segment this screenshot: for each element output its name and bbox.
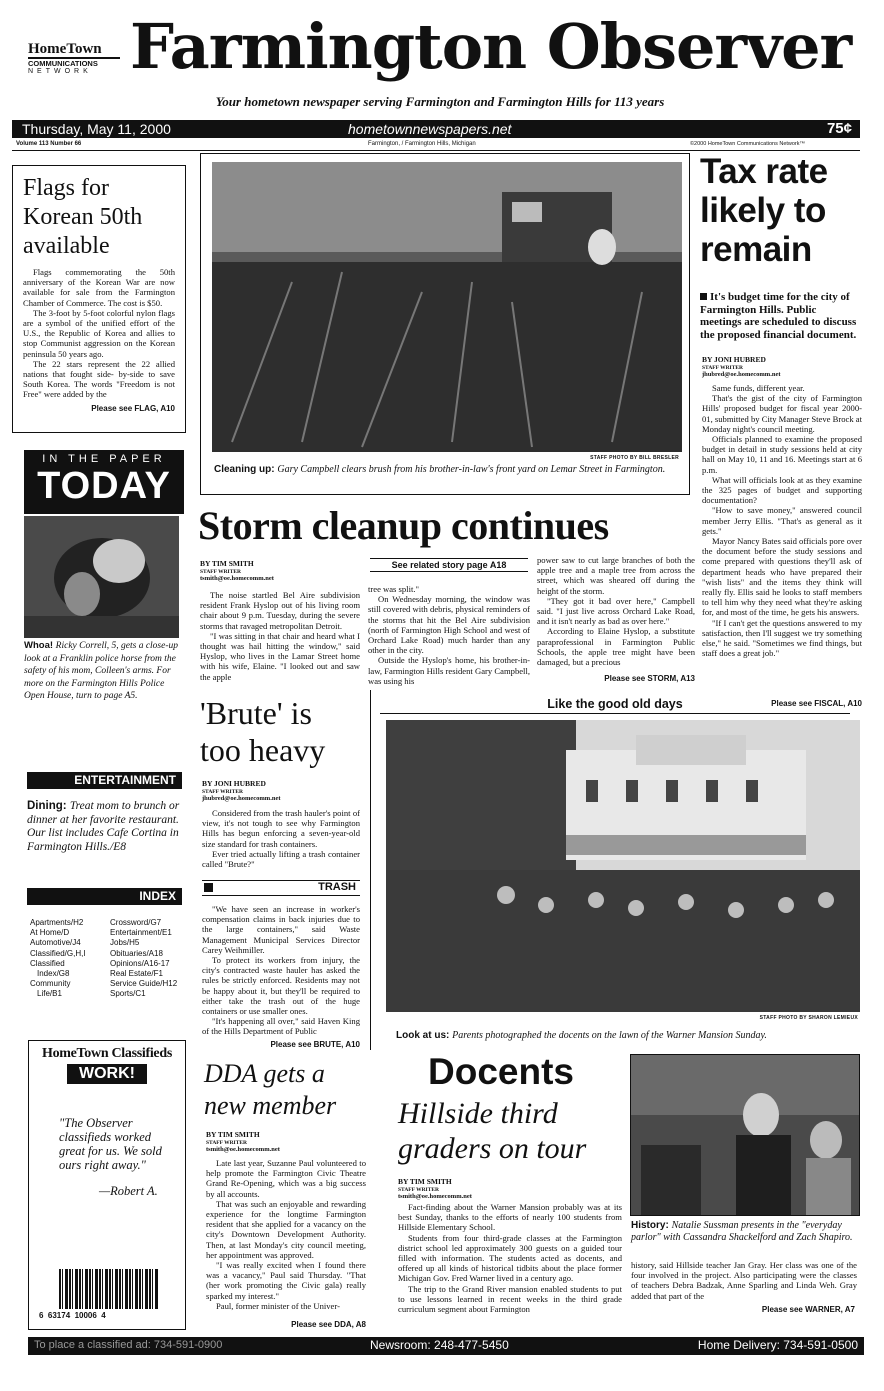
dda-paragraph: That was such an enjoyable and rewarding experience for the longtime Farmington resident that she applied for a vacancy on the city's Downtown Development Authority. Then, at last Monday's city council meeting, her appointment was approved. (206, 1198, 366, 1260)
masthead-title: Farmington Observer (130, 10, 852, 83)
storm-photo-caption-lead: Cleaning up: (214, 464, 275, 475)
docents-byline (398, 1178, 598, 1201)
index-item[interactable]: Index/G8 (37, 969, 70, 979)
storm-photo-image (212, 162, 682, 452)
index-item[interactable]: Sports/C1 (110, 989, 146, 999)
docents-byline-name: BY TIM SMITH (398, 1177, 452, 1186)
tax-paragraph: Mayor Nancy Bates said officials pore over the document before the study sessions and come prepared with questions they'll ask of department heads who have prepared their "wish lists" and the items they think will really fly. Ellis said he looks to staff members to tell him why they need what they're asking for, and most of the time, he gets his answers. (702, 536, 862, 618)
docents-paragraph: The trip to the Grand River mansion enabled students to put to use lessons learned in recent weeks in the third grade curriculum segment about Farmington (398, 1283, 622, 1315)
dateline-location: Farmington, / Farmington Hills, Michigan (368, 141, 476, 147)
docents-byline-title: STAFF WRITER (398, 1186, 440, 1193)
in-the-paper-caption-text: Ricky Correll, 5, gets a close-up look at a Franklin police horse from the safety of his mom, Colleen's arms. For more on the Farmington Hills Police Open House, turn to page A5. (24, 641, 178, 701)
masthead-tagline: Your hometown newspaper serving Farmington and Farmington Hills for 113 years (215, 94, 665, 109)
network-logo-line3: NETWORK (28, 68, 92, 75)
docents-photo-image (631, 1055, 859, 1215)
storm-byline (200, 560, 360, 583)
dda-byline-title: STAFF WRITER (206, 1139, 248, 1146)
storm-jump-link[interactable]: Please see STORM, A13 (604, 674, 695, 683)
storm-byline-title: STAFF WRITER (200, 568, 242, 575)
brute-paragraph: To protect its workers from injury, the city's contracted waste hauler has asked the rules be strictly enforced. Residents may not be happy about it, but they'll be required to either take the trash out of the huge containers or use smaller ones. (202, 955, 360, 1017)
flags-body (23, 267, 175, 400)
storm-byline-name: BY TIM SMITH (200, 559, 254, 568)
mansion-photo-label: Like the good old days (380, 697, 850, 714)
storm-paragraph: According to Elaine Hyslop, a substitute paraprofessional in Farmington Public Schools, the apple tree might have been damaged, but a precious (537, 626, 695, 668)
tax-headline: Tax rate likely to remain (700, 152, 828, 269)
mansion-photo-image (386, 720, 860, 1012)
index-item[interactable]: Service Guide/H12 (110, 979, 178, 989)
police-horse-image (24, 516, 179, 638)
in-the-paper-title: TODAY (37, 465, 171, 507)
entertainment-label: ENTERTAINMENT (27, 772, 182, 789)
tax-byline-name: BY JONI HUBRED (702, 355, 766, 364)
classifieds-box (28, 1040, 186, 1330)
index-item[interactable]: Automotive/J4 (30, 938, 81, 948)
docents-kicker: Docents (428, 1051, 574, 1092)
storm-column-3 (537, 555, 695, 667)
docents-paragraph: Fact-finding about the Warner Mansion probably was at its best Sunday, thanks to the efforts of nearly 100 students from Hillside Elementary School. (398, 1202, 622, 1233)
tax-paragraph: Same funds, different year. (712, 383, 805, 393)
index-item[interactable]: Jobs/H5 (110, 938, 140, 948)
index-item[interactable]: Crossword/G7 (110, 918, 162, 927)
flags-paragraph: The 22 stars represent the 22 allied nations that fought side- by-side to save South Korea. The words "Freedom is not Free" were added by the (23, 358, 175, 400)
brute-jump-link[interactable]: Please see BRUTE, A10 (270, 1040, 360, 1049)
index-item[interactable]: At Home/D (30, 928, 70, 938)
classifieds-work: WORK! (67, 1064, 147, 1084)
dda-paragraph: Paul, former minister of the Univer- (216, 1300, 340, 1311)
docents-photo-caption-lead: History: (631, 1220, 669, 1231)
trash-label: TRASH (318, 881, 356, 893)
index-item[interactable]: Opinions/A16-17 (110, 958, 170, 968)
storm-paragraph: power saw to cut large branches of both the apple tree and a maple tree from across the street, which was sheared off during the height of the storm. (537, 555, 695, 596)
docents-headline: Hillside third graders on tour (398, 1097, 587, 1165)
docents-jump-link[interactable]: Please see WARNER, A7 (761, 1305, 855, 1314)
barcode (59, 1269, 159, 1309)
mansion-photo-caption (396, 1030, 866, 1042)
storm-related-link[interactable]: See related story page A18 (370, 558, 528, 572)
index-item[interactable]: Real Estate/F1 (110, 969, 163, 979)
storm-photo-box (200, 153, 690, 495)
brute-headline: 'Brute' is too heavy (200, 695, 326, 768)
brute-byline-email: jhubred@oe.homecomm.net (202, 794, 281, 802)
docents-byline-email: tsmith@oe.homecomm.net (398, 1192, 472, 1200)
entertainment-lead: Dining: (27, 800, 67, 812)
issue-price: 75¢ (826, 120, 852, 137)
tax-byline (702, 356, 862, 379)
index-item[interactable]: Classified (30, 958, 65, 968)
storm-paragraph: The noise startled Bel Aire subdivision resident Frank Hyslop out of his living room chair about 9 p.m. Tuesday, during the severe storms that ravaged metropolitan Detroit. (200, 590, 360, 631)
mansion-photo-caption-lead: Look at us: (396, 1030, 450, 1041)
flags-jump-link[interactable]: Please see FLAG, A10 (91, 403, 175, 413)
classified-phone: To place a classified ad: 734-591-0900 (34, 1339, 223, 1351)
brute-body (202, 808, 360, 869)
dateline-bar (12, 120, 860, 138)
docents-photo-caption-text: Natalie Sussman presents in the "everyday parlor" with Cassandra Shackelford and Zach Shapiro. (631, 1220, 853, 1243)
dda-body (206, 1158, 366, 1311)
index-label: INDEX (27, 888, 182, 905)
dda-paragraph: Late last year, Suzanne Paul volunteered to help promote the Farmington Civic Theatre Grand Re-Opening, which was a big success by all accounts. (206, 1158, 366, 1199)
dda-byline-name: BY TIM SMITH (206, 1130, 260, 1139)
in-the-paper-caption-lead: Whoa! (24, 640, 54, 651)
tax-paragraph: That's the gist of the city of Farmington Hills' proposed budget for fiscal year 2000-01, submitted by City Manager Steve Brock at Monday night's council meeting. (702, 393, 862, 434)
mansion-photo (386, 720, 860, 1012)
copyright-notice: ©2000 HomeTown Communications Network™ (690, 141, 806, 147)
rule (12, 150, 860, 151)
docents-photo (630, 1054, 860, 1216)
storm-paragraph: "I was sitting in that chair and heard what I thought was hail hitting the window," said Hyslop, who lives in the Lamar Street home with his wife, Elaine. "I looked out and saw the apple (200, 630, 360, 682)
entertainment-teaser (27, 800, 185, 854)
brute-paragraph: "It's happening all over," said Haven King of the Hills Department of Public (202, 1016, 360, 1037)
index-item[interactable]: Life/B1 (37, 989, 62, 999)
in-the-paper-box (24, 450, 184, 702)
tax-deck-text: It's budget time for the city of Farmington Hills. Public meetings are scheduled to discuss the proposed financial document. (700, 291, 857, 341)
trash-bullet-icon (204, 883, 213, 892)
dda-headline: DDA gets a new member (204, 1059, 337, 1120)
index-item[interactable]: Apartments/H2 (30, 918, 84, 927)
volume-number: Volume 113 Number 66 (16, 141, 82, 147)
storm-photo (212, 162, 682, 452)
network-logo (28, 42, 120, 76)
newsroom-phone: Newsroom: 248-477-5450 (370, 1338, 509, 1352)
in-the-paper-kicker: IN THE PAPER (42, 453, 166, 465)
index-item[interactable]: Entertainment/E1 (110, 928, 172, 938)
brute-paragraph: Considered from the trash hauler's point of view, it's not tough to see why Farmington Hills has begun enforcing a seven-year-old size standard for trash containers. (202, 808, 360, 849)
home-delivery-phone: Home Delivery: 734-591-0500 (697, 1338, 858, 1352)
tax-paragraph: What will officials look at as they examine the 325 pages of budget and supporting documentation? (702, 474, 862, 506)
storm-photo-caption (214, 464, 684, 476)
index-left-column (30, 918, 110, 1000)
deck-bullet-icon (700, 293, 707, 300)
classifieds-quote: "The Observer classifieds worked great for us. We sold ours right away." (59, 1116, 162, 1172)
brute-paragraph: Ever tried actually lifting a trash container called "Brute?" (202, 848, 360, 870)
dda-jump-link[interactable]: Please see DDA, A8 (291, 1320, 366, 1329)
storm-photo-caption-text: Gary Campbell clears brush from his brother-in-law's front yard on Lemar Street in Farmington. (277, 464, 666, 475)
flags-paragraph: Flags commemorating the 50th anniversary of the Korean War are now available for sale from the Farmington Chamber of Commerce. The cost is $50. (23, 267, 175, 308)
storm-byline-email: tsmith@oe.homecomm.net (200, 574, 274, 582)
entertainment-text: Treat mom to brunch or dinner at her favorite restaurant. Our list includes Cafe Cortina in Farmington Hills./E8 (27, 800, 180, 853)
flags-headline: Flags for Korean 50th available (23, 175, 143, 259)
docents-photo-caption (631, 1220, 859, 1243)
index-item[interactable]: Community (30, 979, 71, 989)
footer-bar (28, 1337, 864, 1355)
in-the-paper-caption (24, 640, 184, 703)
classifieds-attribution: —Robert A. (99, 1184, 158, 1198)
docents-side-text: history, said Hillside teacher Jan Gray. Her class was one of the four involved in the project. Also participating were the classes of teachers Debra Badzak, Anne Sparling and Linda Weh. Gray added that part of the (631, 1260, 857, 1301)
flags-story-box (12, 165, 186, 433)
index-item[interactable]: Classified/G,H,I (30, 948, 86, 958)
brute-body-2 (202, 904, 360, 1037)
docents-body (398, 1202, 622, 1314)
tax-jump-link[interactable]: Please see FISCAL, A10 (771, 699, 862, 708)
storm-paragraph: tree was split." (368, 584, 420, 594)
in-the-paper-banner (24, 450, 184, 514)
dda-paragraph: "I was really excited when I found there was a vacancy," Paul said Thursday. "That (her work promoting the Civic gala) really sparked my interest." (206, 1260, 366, 1301)
website-link[interactable]: hometownnewspapers.net (348, 121, 512, 137)
storm-column-1 (200, 590, 360, 682)
tax-byline-title: STAFF WRITER (702, 364, 744, 371)
tax-paragraph: Officials planned to examine the proposed budget in detail in study sessions held at city hall on May 10, 11 and 16. Meetings start at 6 p.m. (702, 434, 862, 475)
trash-label-bar (202, 880, 360, 896)
barcode-number: 6 63174 10006 4 (39, 1311, 106, 1320)
index-right-column (110, 918, 186, 1000)
dda-byline (206, 1131, 366, 1154)
tax-deck (700, 291, 860, 341)
tax-body (702, 383, 862, 658)
index-item[interactable]: Obituaries/A18 (110, 948, 163, 958)
police-horse-photo (24, 516, 179, 638)
brute-byline (202, 780, 362, 803)
network-logo-line1: HomeTown (28, 42, 120, 59)
classifieds-title: HomeTown Classifieds (41, 1046, 172, 1061)
tax-paragraph: "How to save money," answered council member Jerry Ellis. "That's as general as it gets." (702, 505, 862, 536)
brute-byline-name: BY JONI HUBRED (202, 779, 266, 788)
tax-paragraph: "If I can't get the questions answered to my satisfaction, then I'll suggest we try something else," he said. "Sometimes we find things, but staff does a great job." (702, 617, 862, 659)
storm-paragraph: "They got it bad over here," Campbell said. "I just live across Orchard Lake Road, and it isn't nearly as bad as over here." (537, 595, 695, 627)
mansion-photo-caption-text: Parents photographed the docents on the lawn of the Warner Mansion Sunday. (452, 1030, 767, 1041)
brute-paragraph: "We have seen an increase in worker's compensation claims in back injuries due to the large containers," said Waste Management Municipal Services Director Carey Weihmiller. (202, 904, 360, 955)
storm-headline: Storm cleanup continues (198, 503, 609, 548)
storm-column-2 (368, 584, 530, 686)
issue-date: Thursday, May 11, 2000 (22, 121, 171, 137)
network-logo-line2: COMMUNICATIONS (28, 59, 98, 68)
tax-byline-email: jhubred@oe.homecomm.net (702, 370, 781, 378)
storm-paragraph: Outside the Hyslop's home, his brother-in-law, Farmington Hills resident Gary Campbell, was using his (368, 655, 530, 686)
storm-paragraph: On Wednesday morning, the window was still covered with debris, physical reminders of the storms that hit the Bel Aire subdivision (north of Farmington High School and west of Orchard Lake Road) much harder than any other in the city. (368, 594, 530, 656)
storm-photo-credit: STAFF PHOTO BY BILL BRESLER (590, 455, 679, 461)
flags-paragraph: The 3-foot by 5-foot colorful nylon flags are a symbol of the unified effort of the U.S., the Republic of Korea and allies to stop Communist aggression on the Korean peninsula 50 years ago. (23, 307, 175, 359)
docents-paragraph: Students from four third-grade classes at the Farmington district school led approximately 300 guests on a guided tour filled with information. The students acted as docents, and offered up all kinds of historical tidbits about the place former Michigan Gov. Fred Warner lived in a century ago. (398, 1232, 622, 1284)
dda-byline-email: tsmith@oe.homecomm.net (206, 1145, 280, 1153)
mansion-photo-credit: STAFF PHOTO BY SHARON LEMIEUX (759, 1015, 858, 1021)
brute-byline-title: STAFF WRITER (202, 788, 244, 795)
